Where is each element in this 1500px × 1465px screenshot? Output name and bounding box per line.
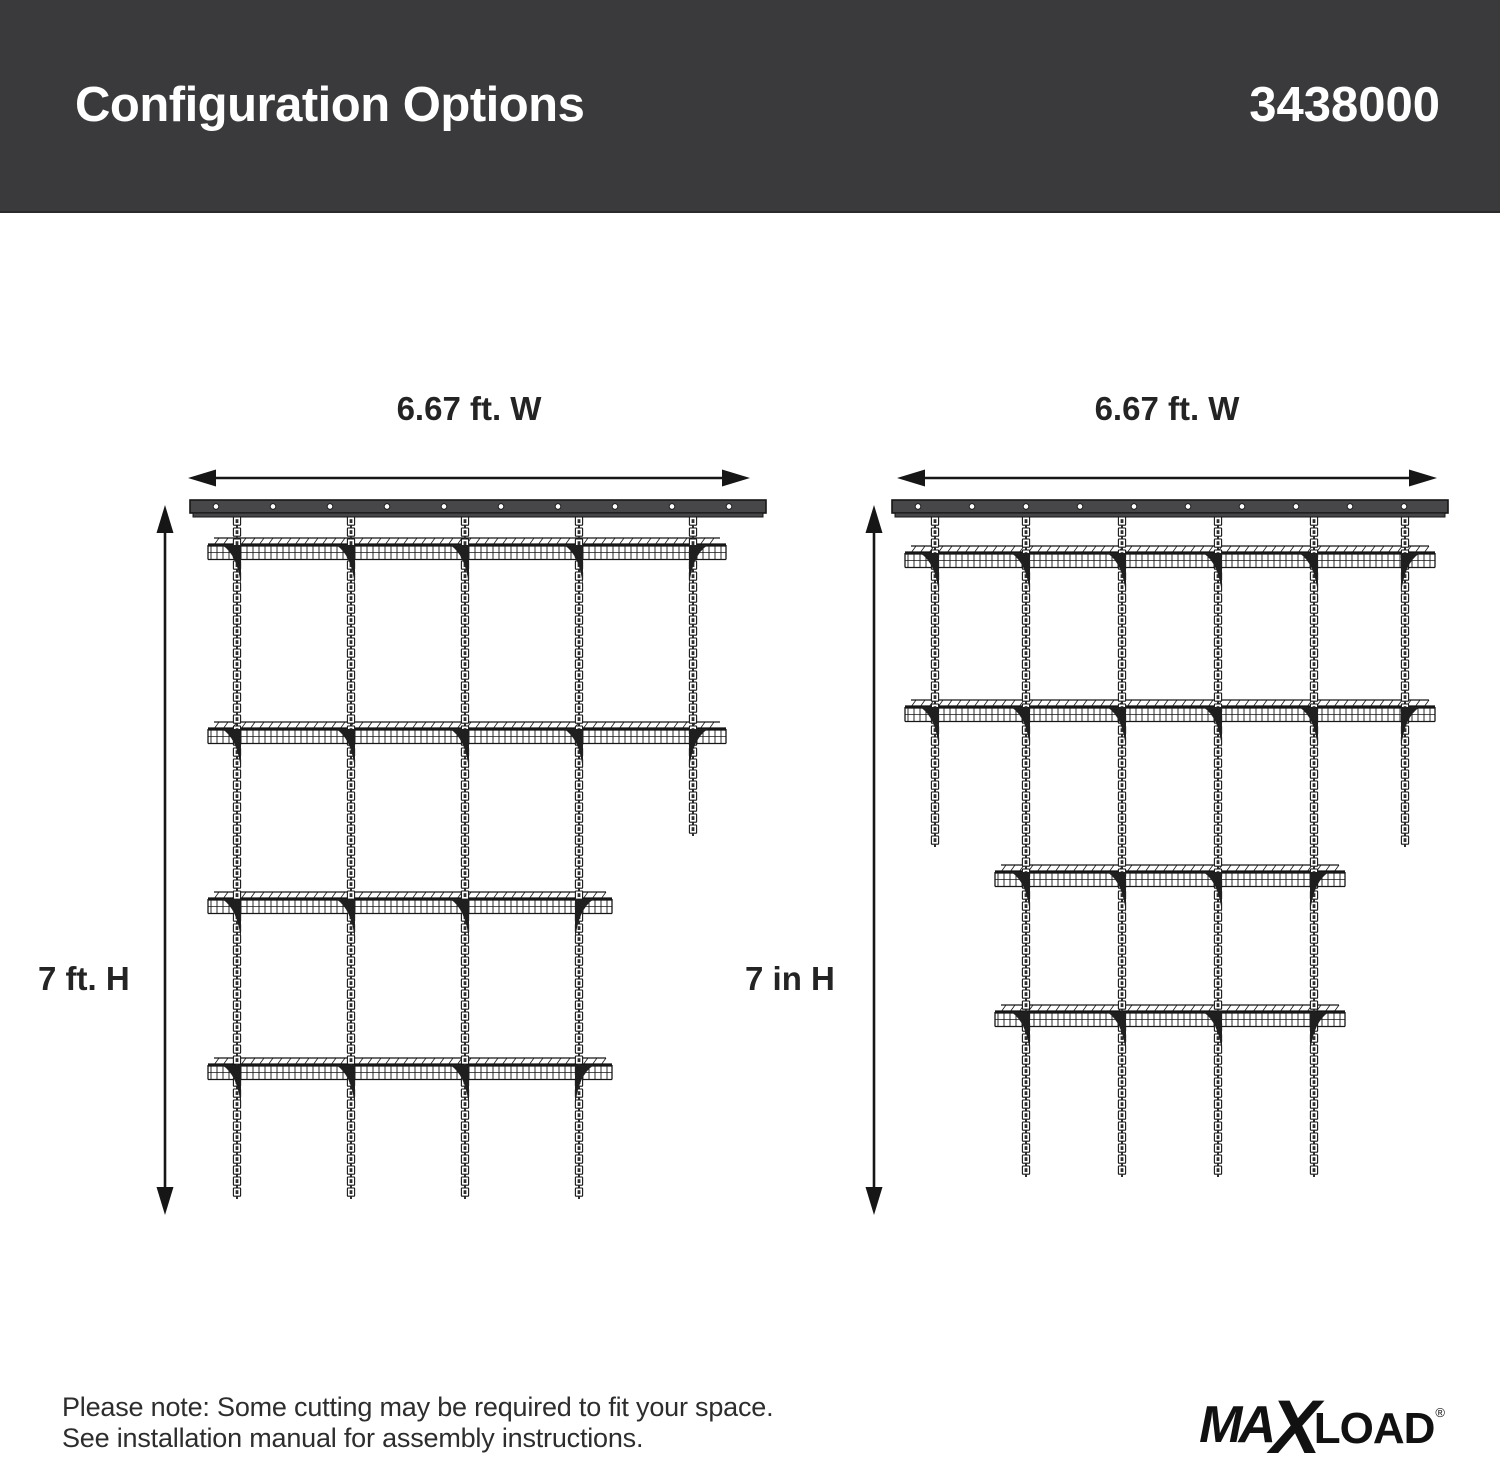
standard [575,517,582,1199]
standard [461,517,468,1199]
wire-shelf [995,865,1345,887]
hang-rail [190,500,766,517]
logo-text-ma: MA [1199,1395,1273,1454]
standard [1118,517,1125,1177]
shelving-diagram-left [140,430,820,1240]
registered-trademark-icon: ® [1435,1404,1445,1420]
standard [1214,517,1221,1177]
logo-text-load: LOAD [1313,1403,1435,1453]
height-dimension-label-right: 7 in H [745,960,835,997]
standard [347,517,354,1199]
width-arrow [188,470,750,487]
height-arrow [157,505,174,1215]
header [0,0,1500,213]
width-dimension-label-left: 6.67 ft. W [396,390,542,427]
wire-shelf [208,892,612,914]
wire-shelf [995,1005,1345,1027]
height-dimension-label-left: 7 ft. H [38,960,130,997]
standard [1022,517,1029,1177]
page-title: Configuration Options [75,77,585,132]
maxload-logo [1199,1385,1445,1465]
footnote [62,1392,773,1454]
footnote-line-2: See installation manual for assembly instructions. [62,1423,644,1453]
logo-text-x: X [1270,1385,1321,1465]
standard [233,517,240,1199]
model-number: 3438000 [1249,77,1440,132]
standard [1310,517,1317,1177]
wire-shelf [905,700,1435,722]
height-arrow [866,505,883,1215]
hang-rail [892,500,1448,517]
wire-shelf [905,546,1435,568]
width-arrow [897,470,1437,487]
footnote-line-1: Please note: Some cutting may be required to fit your space. [62,1392,774,1422]
shelving-diagram-right [850,430,1470,1240]
wire-shelf [208,1058,612,1080]
width-dimension-label-right: 6.67 ft. W [1094,390,1240,427]
